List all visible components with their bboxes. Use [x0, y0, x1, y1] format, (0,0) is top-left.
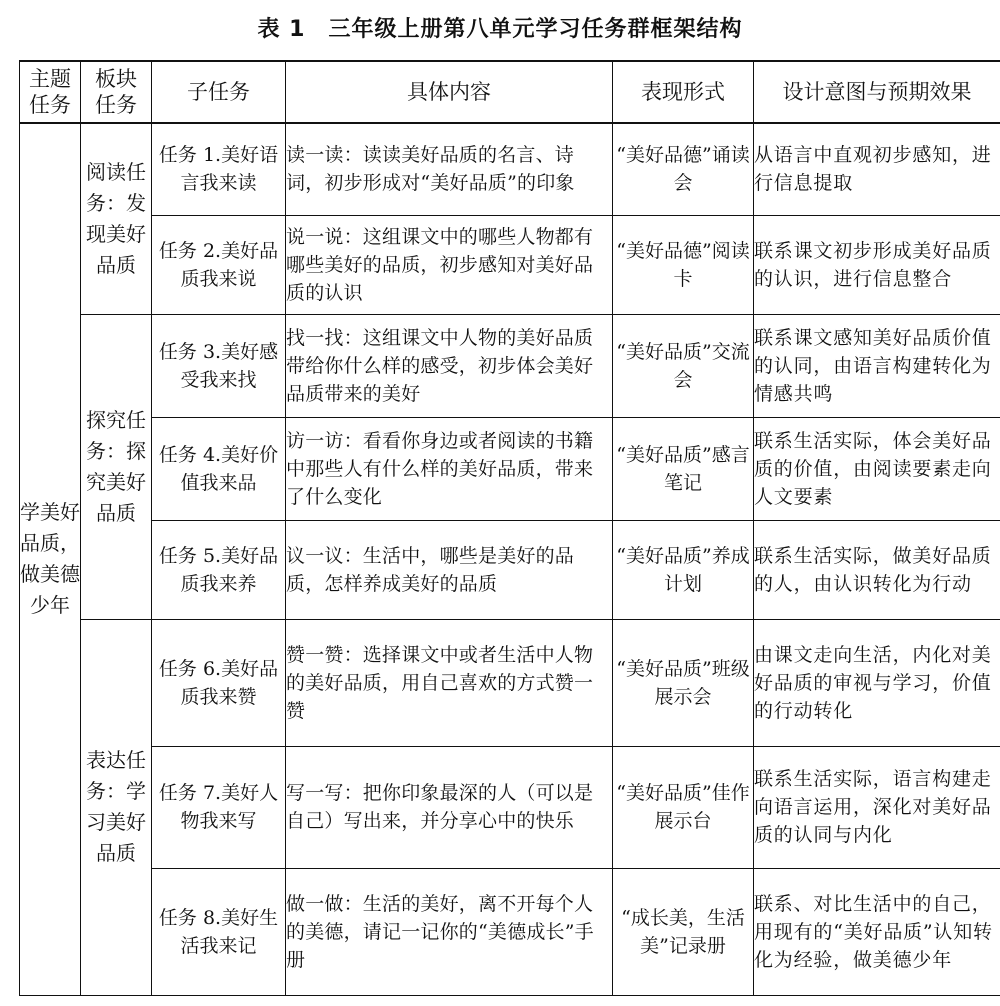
sub-task-cell: 任务 4.美好价值我来品: [152, 417, 286, 520]
content-cell: 说一说：这组课文中的哪些人物都有哪些美好的品质，初步感知对美好品质的认识: [286, 215, 613, 314]
sub-task-cell: 任务 5.美好品质我来养: [152, 520, 286, 619]
form-cell: “美好品德”诵读会: [613, 123, 754, 215]
table-row: [20, 215, 1000, 314]
block-reading-cell: 阅读任务：发现美好品质: [81, 123, 152, 314]
sub-task-cell: 任务 3.美好感受我来找: [152, 314, 286, 417]
form-cell: “美好品质”交流会: [613, 314, 754, 417]
table-row: [20, 520, 1000, 619]
header-content: 具体内容: [286, 61, 613, 123]
table-row: [20, 417, 1000, 520]
header-form: 表现形式: [613, 61, 754, 123]
goal-cell: 联系生活实际，语言构建走向语言运用，深化对美好品质的认同与内化: [754, 746, 1000, 868]
table-row: [20, 746, 1000, 868]
goal-cell: 联系课文感知美好品质价值的认同，由语言构建转化为情感共鸣: [754, 314, 1000, 417]
goal-cell: 从语言中直观初步感知，进行信息提取: [754, 123, 1000, 215]
content-cell: 访一访：看看你身边或者阅读的书籍中那些人有什么样的美好品质，带来了什么变化: [286, 417, 613, 520]
goal-cell: 联系课文初步形成美好品质的认识，进行信息整合: [754, 215, 1000, 314]
content-cell: 找一找：这组课文中人物的美好品质带给你什么样的感受，初步体会美好品质带来的美好: [286, 314, 613, 417]
theme-task-cell: 学美好品质，做美德少年: [20, 123, 81, 995]
header-sub-task: 子任务: [152, 61, 286, 123]
header-theme-task: 主题任务: [20, 61, 81, 123]
sub-task-cell: 任务 8.美好生活我来记: [152, 868, 286, 995]
goal-cell: 联系生活实际，体会美好品质的价值，由阅读要素走向人文要素: [754, 417, 1000, 520]
sub-task-cell: 任务 7.美好人物我来写: [152, 746, 286, 868]
table-row: [20, 619, 1000, 746]
header-row: [20, 61, 1000, 123]
table-row: [20, 123, 1000, 215]
form-cell: “美好品质”班级展示会: [613, 619, 754, 746]
header-goal: 设计意图与预期效果: [754, 61, 1000, 123]
block-explore-cell: 探究任务：探究美好品质: [81, 314, 152, 619]
task-framework-table: [19, 60, 1000, 996]
goal-cell: 由课文走向生活，内化对美好品质的审视与学习，价值的行动转化: [754, 619, 1000, 746]
form-cell: “成长美，生活美”记录册: [613, 868, 754, 995]
content-cell: 赞一赞：选择课文中或者生活中人物的美好品质，用自己喜欢的方式赞一赞: [286, 619, 613, 746]
table-row: [20, 868, 1000, 995]
form-cell: “美好品质”养成计划: [613, 520, 754, 619]
content-cell: 议一议：生活中，哪些是美好的品质，怎样养成美好的品质: [286, 520, 613, 619]
form-cell: “美好品德”阅读卡: [613, 215, 754, 314]
header-block-task: 板块任务: [81, 61, 152, 123]
content-cell: 做一做：生活的美好，离不开每个人的美德，请记一记你的“美德成长”手册: [286, 868, 613, 995]
sub-task-cell: 任务 2.美好品质我来说: [152, 215, 286, 314]
table-caption: 表 1 三年级上册第八单元学习任务群框架结构: [257, 17, 743, 42]
sub-task-cell: 任务 1.美好语言我来读: [152, 123, 286, 215]
block-express-cell: 表达任务：学习美好品质: [81, 619, 152, 995]
goal-cell: 联系、对比生活中的自己，用现有的“美好品质”认知转化为经验，做美德少年: [754, 868, 1000, 995]
content-cell: 读一读：读读美好品质的名言、诗词，初步形成对“美好品质”的印象: [286, 123, 613, 215]
goal-cell: 联系生活实际，做美好品质的人，由认识转化为行动: [754, 520, 1000, 619]
table-row: [20, 314, 1000, 417]
content-cell: 写一写：把你印象最深的人（可以是自己）写出来，并分享心中的快乐: [286, 746, 613, 868]
form-cell: “美好品质”佳作展示台: [613, 746, 754, 868]
sub-task-cell: 任务 6.美好品质我来赞: [152, 619, 286, 746]
form-cell: “美好品质”感言笔记: [613, 417, 754, 520]
